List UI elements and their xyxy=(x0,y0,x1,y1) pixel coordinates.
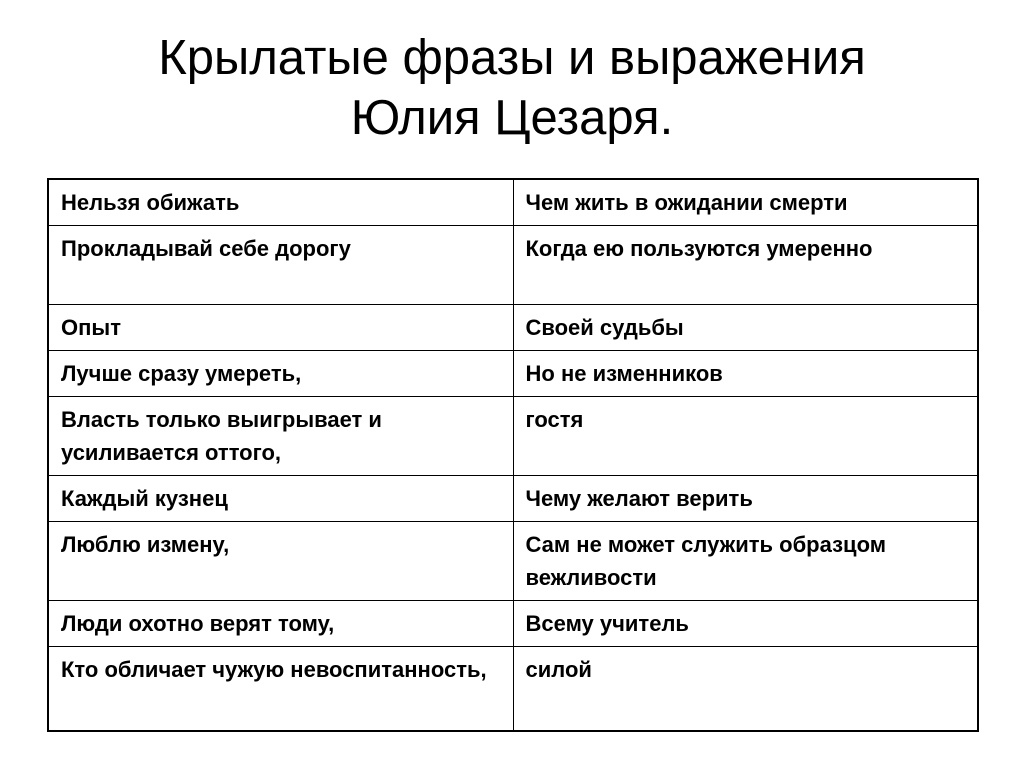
phrase-ending-cell: Когда ею пользуются умеренно xyxy=(513,226,978,305)
phrase-beginning-cell: Лучше сразу умереть, xyxy=(48,351,513,397)
table-row xyxy=(48,226,978,305)
phrase-ending-cell: Чем жить в ожидании смерти xyxy=(513,179,978,226)
slide-title xyxy=(0,28,1024,148)
table-row xyxy=(48,397,978,476)
phrase-beginning-cell: Власть только выигрывает и усиливается оттого, xyxy=(48,397,513,476)
table-row xyxy=(48,476,978,522)
slide-title-line-1: Крылатые фразы и выражения xyxy=(158,31,866,85)
slide-title-line-2: Юлия Цезаря. xyxy=(350,91,674,145)
phrase-ending-cell: Чему желают верить xyxy=(513,476,978,522)
phrase-ending-cell: гостя xyxy=(513,397,978,476)
phrase-beginning-cell: Опыт xyxy=(48,305,513,351)
table-row xyxy=(48,305,978,351)
phrase-ending-cell: Всему учитель xyxy=(513,601,978,647)
phrase-beginning-cell: Прокладывай себе дорогу xyxy=(48,226,513,305)
table-row xyxy=(48,522,978,601)
phrase-ending-cell: Сам не может служить образцом вежливости xyxy=(513,522,978,601)
phrase-beginning-cell: Каждый кузнец xyxy=(48,476,513,522)
phrase-beginning-cell: Люди охотно верят тому, xyxy=(48,601,513,647)
table-row xyxy=(48,647,978,731)
phrase-ending-cell: Своей судьбы xyxy=(513,305,978,351)
phrase-ending-cell: силой xyxy=(513,647,978,731)
phrase-ending-cell: Но не изменников xyxy=(513,351,978,397)
table-row xyxy=(48,601,978,647)
phrases-table xyxy=(47,178,979,732)
table-row xyxy=(48,351,978,397)
phrase-beginning-cell: Кто обличает чужую невоспитанность, xyxy=(48,647,513,731)
phrase-beginning-cell: Нельзя обижать xyxy=(48,179,513,226)
phrase-beginning-cell: Люблю измену, xyxy=(48,522,513,601)
table-row xyxy=(48,179,978,226)
